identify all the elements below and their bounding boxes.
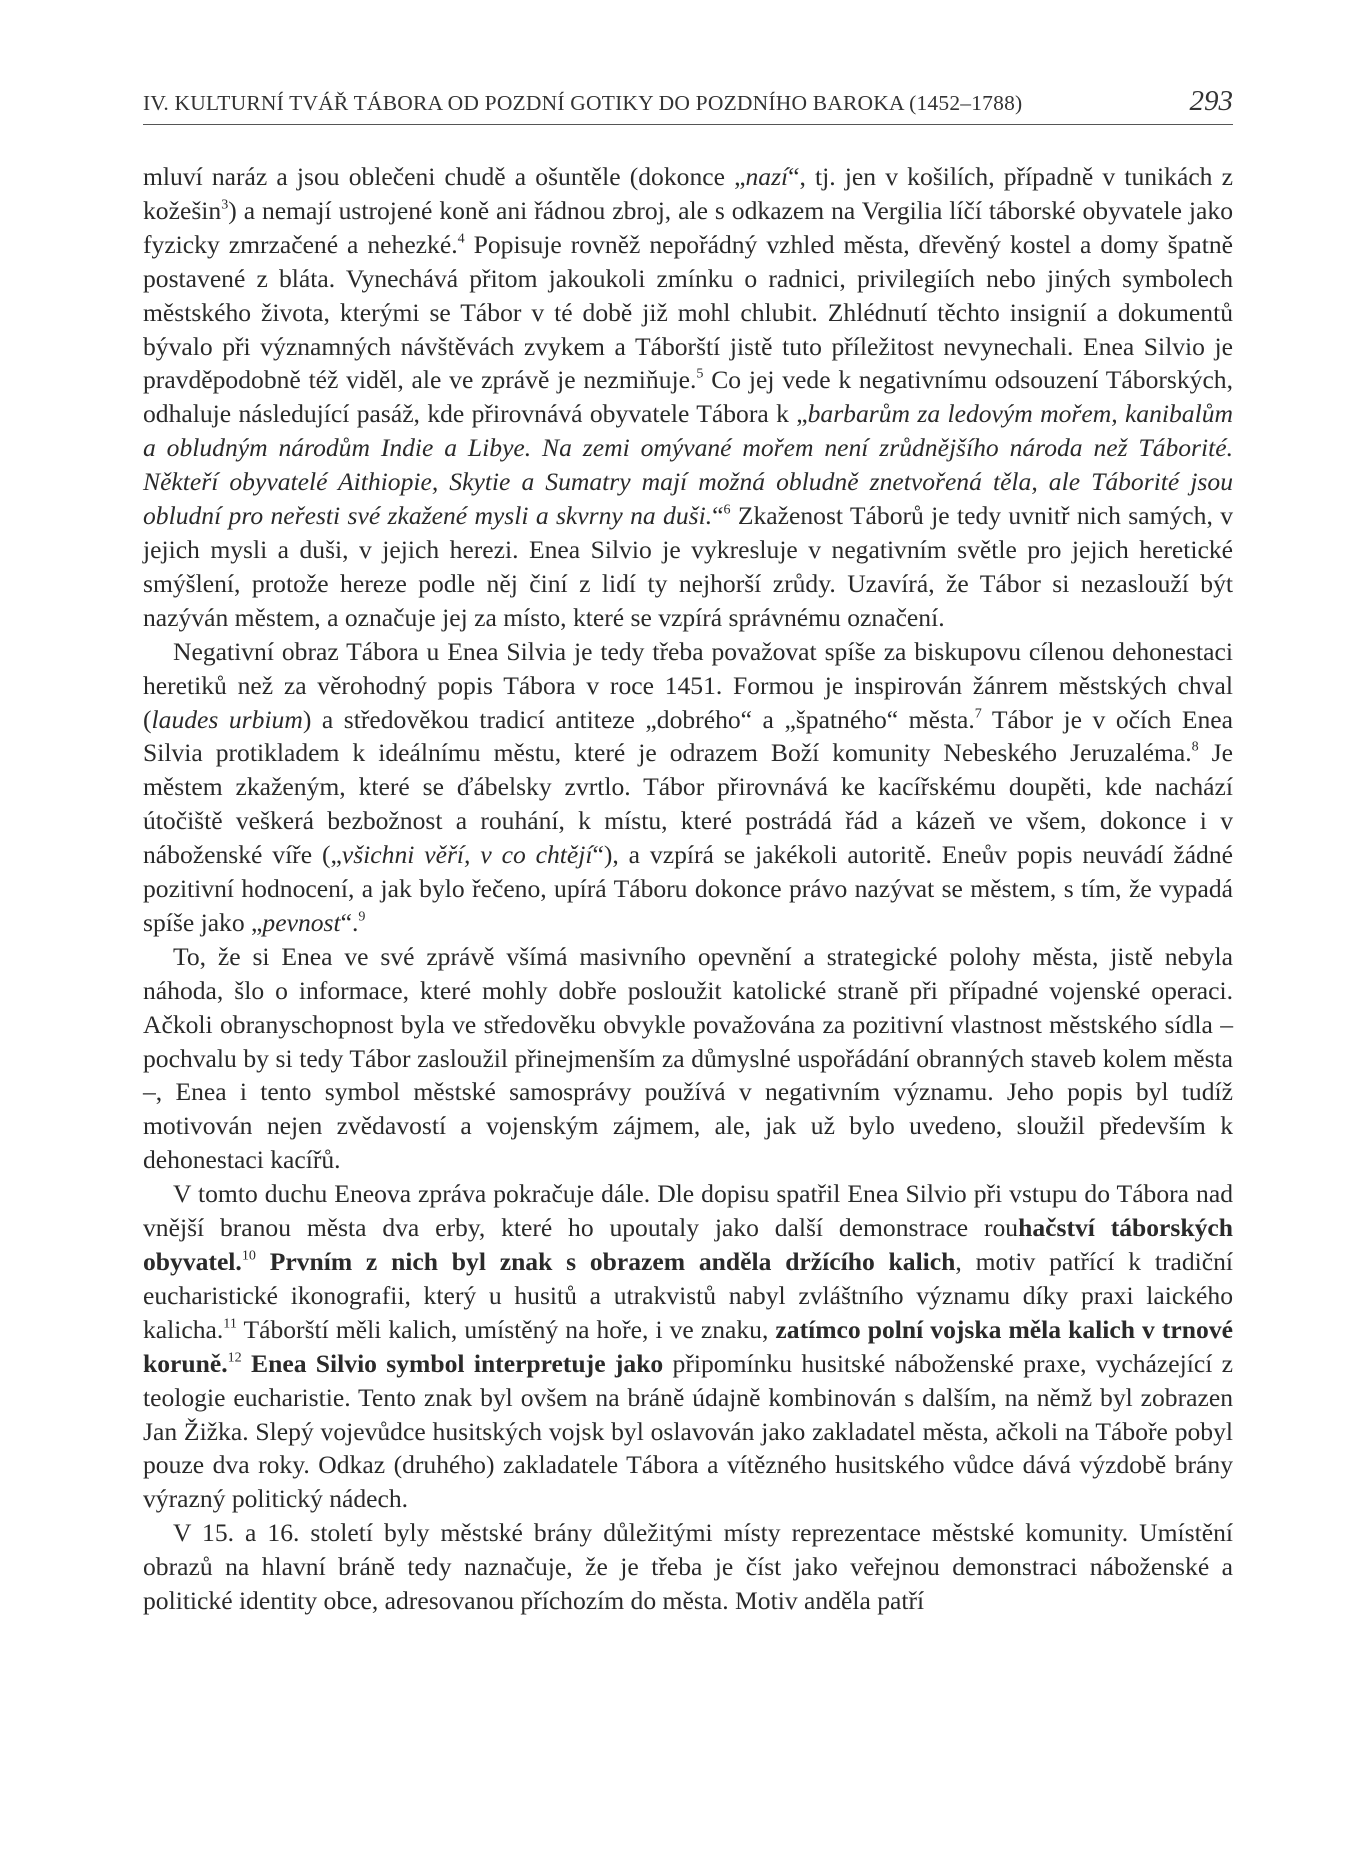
text-run: Negativní obraz Tábora u Enea Silvia je tedy třeba považovat spíše za biskupovu cílenou dehonestaci heretiků než za věrohodný popis Tábora v roce 1451. Formou je inspirován žánrem městských chval ( [143,636,1233,734]
italic-quote: pevnost [262,907,341,937]
text-run: ) a středověkou tradicí antiteze „dobrého“ a „špatného“ města. [302,704,975,734]
italic-quote: nazí [745,162,789,191]
bold-run: Enea Silvio symbol interpretuje jako [241,1348,664,1378]
text-run: Táborští měli kalich, umístěný na hoře, i ve znaku, [236,1314,776,1344]
paragraph-3: To, že si Enea ve své zprávě všímá masivního opevnění a strategické polohy města, jistě nebyla náhoda, šlo o informace, které mohly dobře posloužit katolické straně při případné vojenské operaci. Ačkoli obranyschopnost byla ve středověku obvykle považována za pozitivní vlastnost městského sídla – pochvalu by si tedy Tábor zasloužil přinejmenším za důmyslné uspořádání obranných staveb kolem města –, Enea i tento symbol městské samosprávy používá v negativním významu. Jeho popis byl tudíž motivován nejen zvědavostí a vojenským zájmem, ale, jak už bylo uvedeno, sloužil především k dehonestaci kacířů. [143,941,1233,1175]
footnote-ref: 10 [241,1247,256,1264]
text-run: V tomto duchu Eneova zpráva pokračuje dále. Dle dopisu spatřil Enea Silvio při vstupu do Tábora nad vnější branou města dva erby, které ho upoutaly jako další demonstrace rou [143,1179,1233,1243]
paragraph-2 [143,635,1233,940]
body-text [143,160,1233,1618]
footnote-ref: 8 [1191,738,1199,755]
bold-run: zatímco polní vojska měla kalich v trnové koruně. [143,1314,1233,1378]
footnote-ref: 12 [227,1349,242,1366]
paragraph-1 [143,160,1233,635]
text-run: “), a vzpírá se jakékoli autoritě. Eneův popis neuvádí žádné pozitivní hodnocení, a jak bylo řečeno, upírá Táboru dokonce právo nazývat se městem, s tím, že vypadá spíše jako „ [143,840,1234,937]
footnote-ref: 4 [457,230,465,247]
footnote-ref: 7 [974,704,982,721]
text-run: “, tj. jen v košilích, případně v tunikách z kožešin [143,162,1233,225]
text-run: Popisuje rovněž nepořádný vzhled města, dřevěný kostel a domy špatně postavené z bláta. Vynechává přitom jakoukoli zmínku o radnici, privilegiích nebo jiných symbolech městského života, kterými se Tábor v té době již mohl chlubit. Zhlédnutí těchto insignií a dokumentů bývalo při významných návštěvách zvykem a Táborští jistě tuto příležitost nevynechali. Enea Silvio je pravděpodobně též viděl, ale ve zprávě je nezmiňuje. [143,229,1234,395]
text-run: ) a nemají ustrojené koně ani řádnou zbroj, ale s odkazem na Vergilia líčí táborské obyvatele jako fyzicky zmrzačené a nehezké. [143,195,1233,259]
paragraph-5: V 15. a 16. století byly městské brány důležitými místy reprezentace městské komunity. Umístění obrazů na hlavní bráně tedy naznačuje, že je třeba je číst jako veřejnou demonstraci náboženské a politické identity obce, adresovanou příchozím do města. Motiv anděla patří [143,1518,1233,1616]
text-run: “. [340,907,359,937]
italic-quote: barbarům za ledovým mořem, kanibalům a obludným národům Indie a Libye. Na zemi omývané mořem není zrůdnějšího národa než Táborité. Někteří obyvatelé Aithiopie, Skytie a Sumatry mají možná obludně znetvořená těla, ale Táborité jsou obludní pro neřesti své zkažené mysli a skvrny na duši. [143,399,1233,531]
text-run: “ [712,501,724,531]
footnote-ref: 9 [358,908,366,925]
bold-run: Prvním z nich byl znak s obrazem anděla držícího kalich [255,1247,956,1276]
footnote-ref: 5 [696,365,704,382]
footnote-ref: 6 [723,501,731,518]
text-run: mluví naráz a jsou oblečeni chudě a ošuntěle (dokonce „ [143,162,746,191]
running-head [143,80,1233,125]
footnote-ref: 11 [223,1315,237,1332]
text-run: připomínku husitské náboženské praxe, vycházející z teologie eucharistie. Tento znak byl ovšem na bráně údajně kombinován s dalším, na němž byl zobrazen Jan Žižka. Slepý vojevůdce husitských vojsk byl oslavován jako zakladatel města, ačkoli na Táboře pobyl pouze dva roky. Odkaz (druhého) zakladatele Tábora a vítězného husitského vůdce dává výzdobě brány výrazný politický nádech. [143,1348,1233,1514]
text-run: Co jej vede k negativnímu odsouzení Táborských, odhaluje následující pasáž, kde přirovnává obyvatele Tábora k „ [143,365,1233,429]
text-run: Zkaženost Táborů je tedy uvnitř nich samých, v jejich mysli a duši, v jejich herezi. Enea Silvio je vykresluje v negativním světle pro jejich heretické smýšlení, protože hereze podle něj činí z lidí ty nejhorší zrůdy. Uzavírá, že Tábor si nezaslouží být nazýván městem, a označuje jej za místo, které se vzpírá správnému označení. [143,501,1233,632]
paragraph-4 [143,1177,1233,1516]
text-run: Je městem zkaženým, které se ďábelsky zvrtlo. Tábor přirovnává ke kacířskému doupěti, kde nachází útočiště veškerá bezbožnost a rouhání, k místu, které postrádá řád a kázeň ve všem, dokonce i v náboženské víře („ [143,738,1234,870]
text-run: Tábor je v očích Enea Silvia protikladem k ideálnímu městu, které je odrazem Boží komunity Nebeského Jeruzaléma. [143,704,1233,768]
bold-run: hačství táborských obyvatel. [143,1213,1233,1276]
text-run: , motiv patřící k tradiční eucharistické ikonografii, který u husitů a utrakvistů nabyl zvláštního významu díky praxi laického kalicha. [143,1247,1233,1344]
footnote-ref: 3 [221,196,229,213]
italic-quote: všichni věří, v co chtějí [341,840,593,870]
chapter-title: IV. KULTURNÍ TVÁŘ TÁBORA OD POZDNÍ GOTIKY DO POZDNÍHO BAROKA (1452–1788) [143,91,1023,115]
italic-term: laudes urbium [151,704,303,734]
page-number: 293 [1189,85,1233,117]
